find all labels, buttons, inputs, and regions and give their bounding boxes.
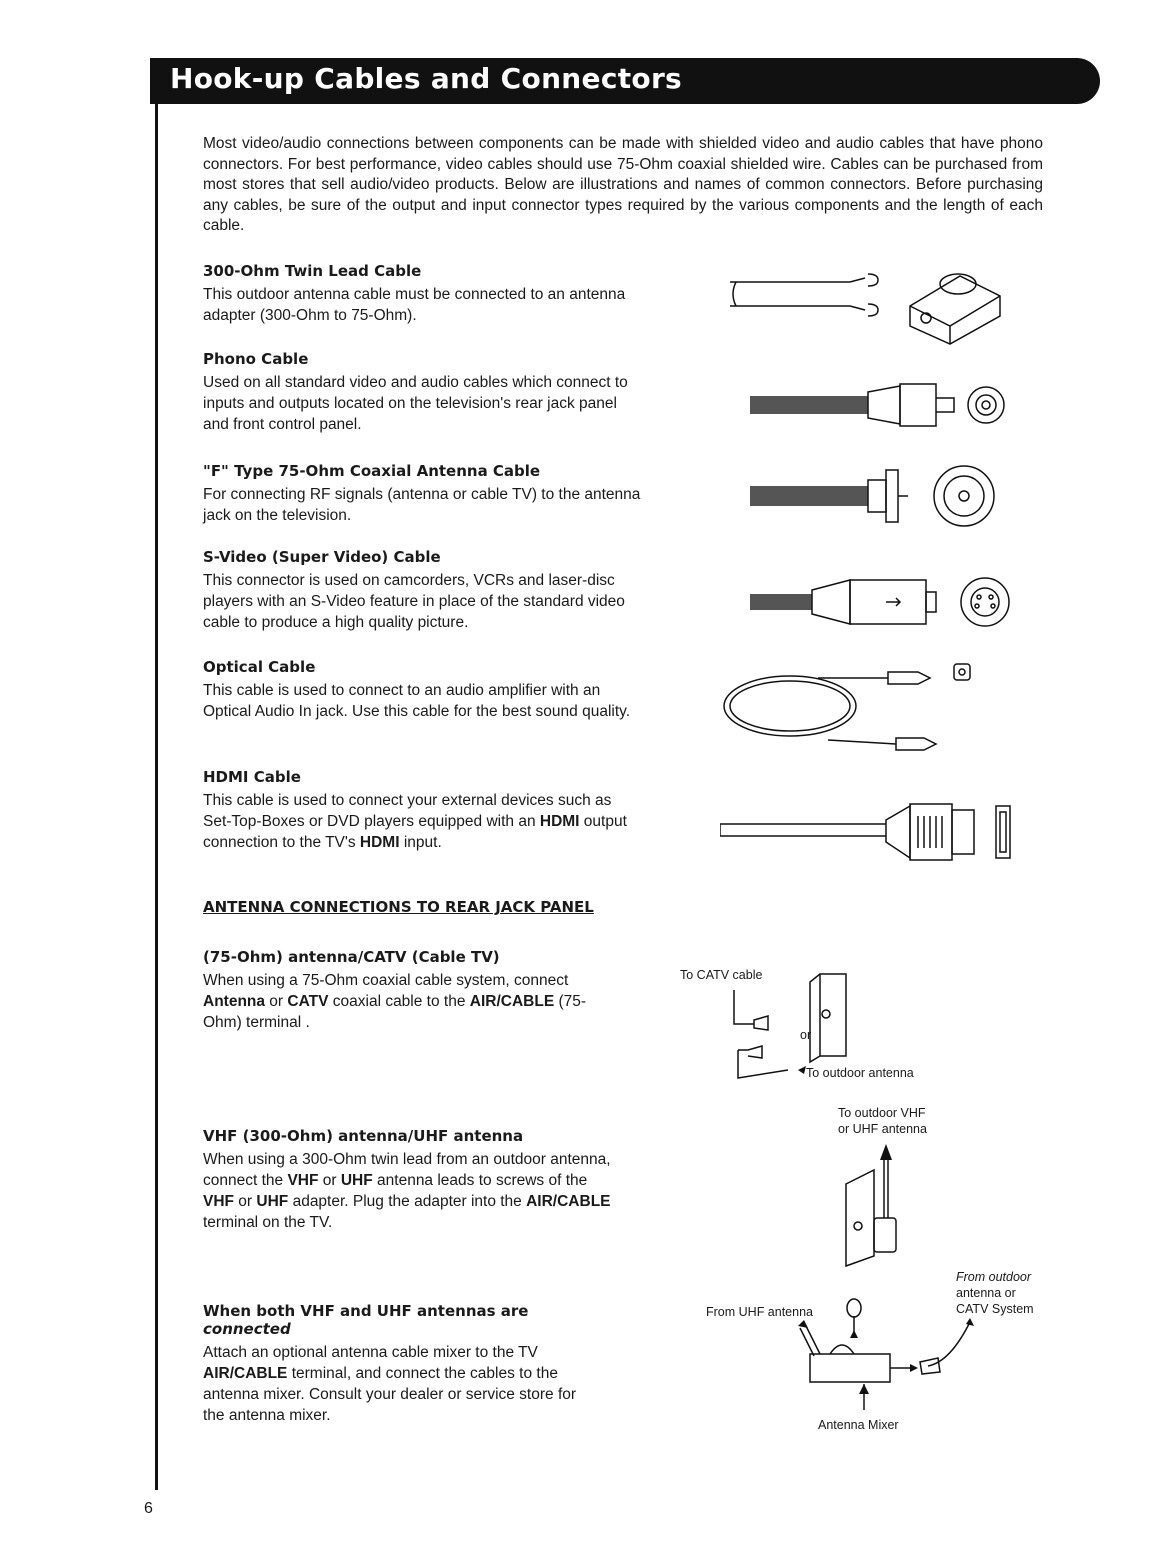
f-type-cable-illustration (750, 456, 1020, 536)
section-title: 300-Ohm Twin Lead Cable (203, 262, 422, 280)
section-title-cont: connected (203, 1320, 291, 1338)
section-phono (203, 350, 643, 435)
label-to-outdoor: To outdoor antenna (806, 1066, 914, 1080)
section-vhf (203, 1127, 613, 1233)
antenna-mixer-diagram (770, 1292, 990, 1416)
label-or: or (800, 1028, 812, 1042)
page-number: 6 (144, 1500, 153, 1517)
section-title: When both VHF and UHF antennas are (203, 1302, 529, 1320)
section-title: Phono Cable (203, 350, 309, 368)
section-title: HDMI Cable (203, 768, 301, 786)
section-text: Used on all standard video and audio cables which connect to inputs and outputs located on the television's rear jack panel and front control panel. (203, 374, 628, 433)
section-title: Optical Cable (203, 658, 316, 676)
section-text: This outdoor antenna cable must be connected to an antenna adapter (300-Ohm to 75-Ohm). (203, 286, 626, 324)
label-from-outdoor: From outdoor (956, 1270, 1032, 1284)
section-f-type (203, 462, 643, 526)
section-both (203, 1302, 598, 1426)
section-text: This connector is used on camcorders, VCRs and laser-disc players with an S-Video feature in place of the standard video cable to produce a high quality picture. (203, 572, 625, 631)
label-to-outdoor-vhf: To outdoor VHF (838, 1106, 926, 1120)
label-to-outdoor-vhf-2: or UHF antenna (838, 1122, 927, 1136)
phono-cable-illustration (750, 378, 1020, 434)
label-antenna-mixer: Antenna Mixer (818, 1418, 899, 1432)
section-title: VHF (300-Ohm) antenna/UHF antenna (203, 1127, 524, 1145)
section-text: Attach an optional antenna cable mixer to the TV AIR/CABLE terminal, and connect the cables to the antenna mixer. Consult your dealer or service store for the antenna mixer. (203, 1344, 577, 1424)
header-banner (150, 58, 1100, 104)
section-title: S-Video (Super Video) Cable (203, 548, 441, 566)
label-from-outdoor-3: CATV System (956, 1302, 1034, 1316)
section-s-video (203, 548, 643, 633)
page-title: Hook-up Cables and Connectors (170, 62, 683, 95)
section-text: When using a 75-Ohm coaxial cable system, connect Antenna or CATV coaxial cable to the AIR/CABLE (75-Ohm) terminal . (203, 972, 587, 1031)
section-text: When using a 300-Ohm twin lead from an outdoor antenna, connect the VHF or UHF antenna leads to screws of the VHF or UHF adapter. Plug the adapter into the AIR/CABLE terminal on the TV. (203, 1151, 611, 1231)
label-from-uhf: From UHF antenna (706, 1305, 813, 1319)
label-to-catv: To CATV cable (680, 968, 763, 982)
label-from-outdoor-2: antenna or (956, 1286, 1016, 1300)
section-optical (203, 658, 643, 722)
section-title: (75-Ohm) antenna/CATV (Cable TV) (203, 948, 500, 966)
section-catv (203, 948, 613, 1033)
hdmi-cable-illustration (720, 800, 1020, 866)
s-video-cable-illustration (750, 566, 1020, 636)
section-twin-lead (203, 262, 643, 326)
section-text: This cable is used to connect your external devices such as Set-Top-Boxes or DVD players equipped with an HDMI output connection to the TV's HDMI input. (203, 792, 627, 851)
section-text: For connecting RF signals (antenna or cable TV) to the antenna jack on the television. (203, 486, 641, 524)
antenna-heading: ANTENNA CONNECTIONS TO REAR JACK PANEL (203, 898, 594, 916)
vhf-uhf-connection-diagram (840, 1140, 920, 1270)
section-text: This cable is used to connect to an audio amplifier with an Optical Audio In jack. Use this cable for the best sound quality. (203, 682, 631, 720)
optical-cable-illustration (718, 660, 1018, 760)
section-title: "F" Type 75-Ohm Coaxial Antenna Cable (203, 462, 541, 480)
catv-connection-diagram (728, 970, 848, 1084)
margin-rule (155, 100, 158, 1490)
section-hdmi (203, 768, 643, 853)
twin-lead-cable-illustration (700, 256, 1030, 356)
intro-paragraph: Most video/audio connections between components can be made with shielded video and audio cables that have phono connectors. For best performance, video cables should use 75-Ohm coaxial shielded wire. Cables can be purchased from most stores that sell audio/video products. Below are illustrations and names of common connectors. Before purchasing any cables, be sure of the output and input connector types required by the various components and the length of each cable. (203, 135, 1043, 234)
